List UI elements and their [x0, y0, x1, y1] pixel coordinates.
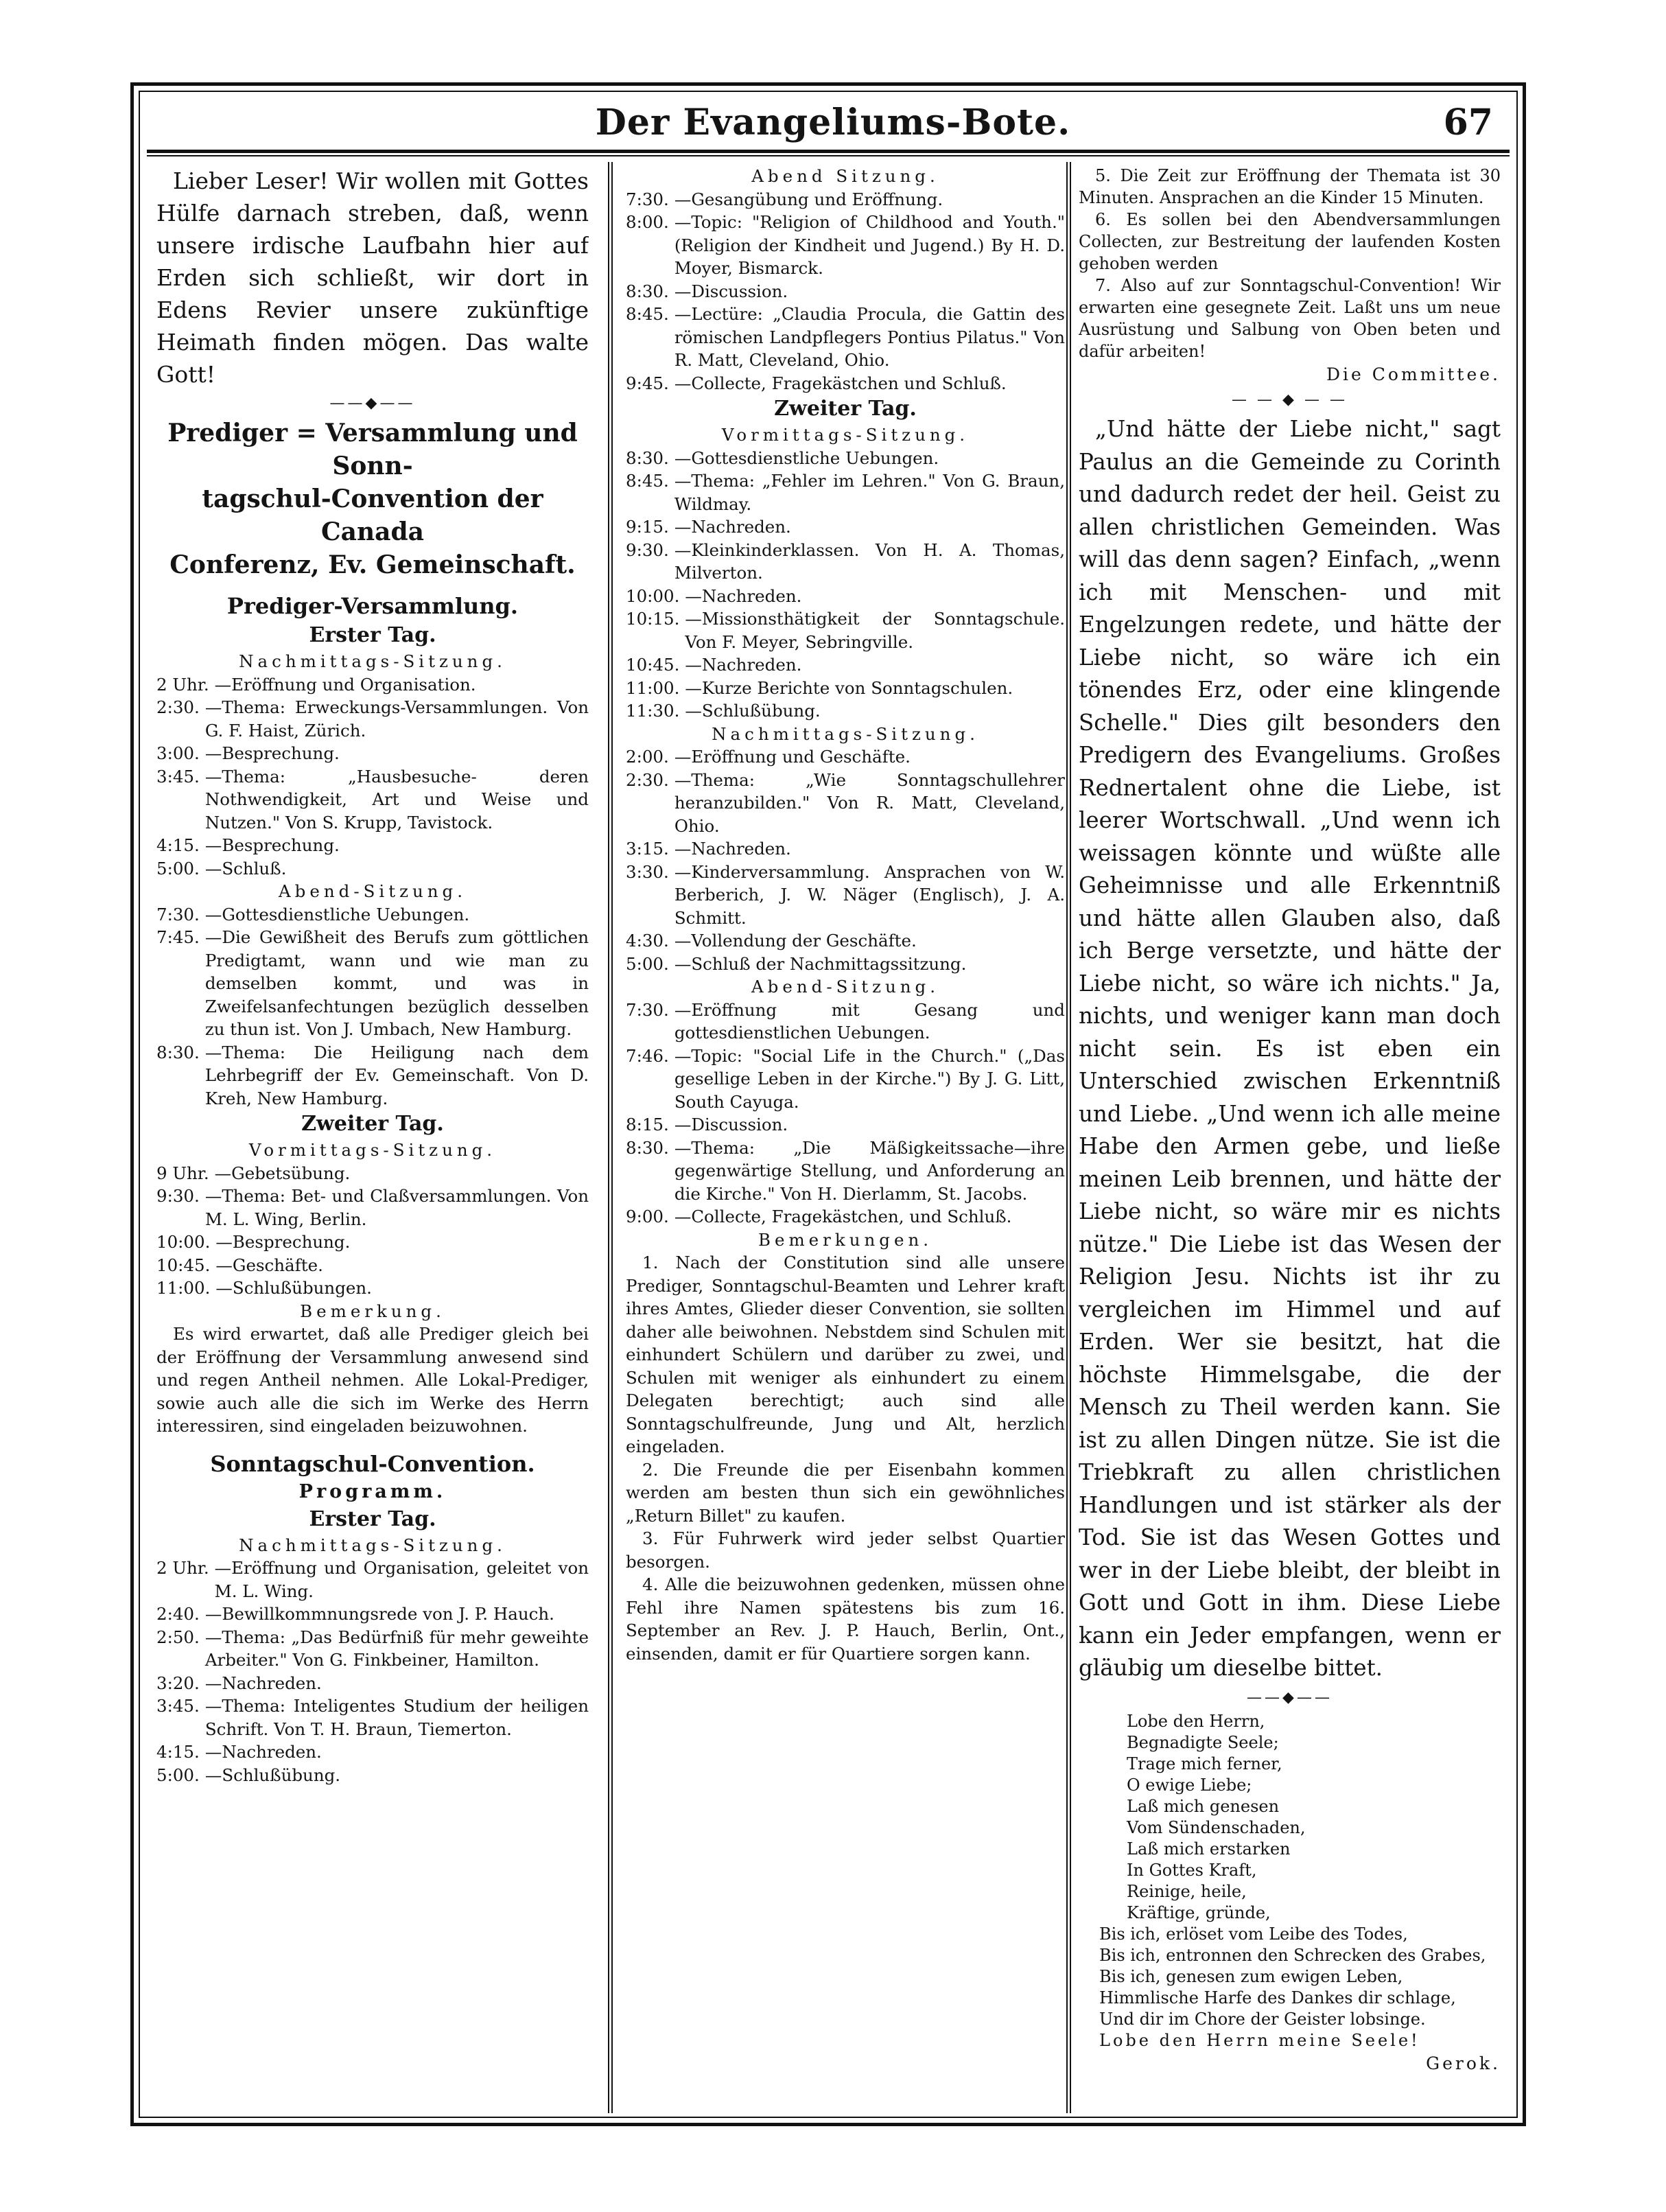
schedule-time: 10:00. [626, 585, 680, 606]
ornament-divider: — — ◆ — — [1232, 391, 1348, 408]
schedule-description: —Lectüre: „Claudia Procula, die Gattin des römischen Landpflegers Pontius Pilatus." Von R. Matt, Cleveland, Ohio. [674, 304, 1065, 370]
schedule-item [156, 1764, 589, 1787]
schedule-item [156, 1231, 589, 1254]
schedule-description: —Eröffnung und Organisation, geleitet von M. L. Wing. [214, 1558, 589, 1601]
schedule-item [156, 765, 589, 835]
schedule-time: 7:30. [626, 189, 669, 209]
page-number: 67 [1443, 102, 1493, 143]
schedule-time: 2 Uhr. [156, 1558, 209, 1578]
numbered-note: 6. Es sollen bei den Abendversammlungen Collecten, zur Bestreitung der laufenden Kosten gehoben werden [1079, 210, 1501, 273]
schedule-description: —Vollendung der Geschäfte. [674, 931, 917, 951]
schedule-item [626, 745, 1065, 769]
schedule-time: 2 Uhr. [156, 674, 209, 695]
poem-line: Kräftige, gründe, [1127, 1902, 1271, 1922]
schedule-time: 11:30. [626, 701, 680, 721]
schedule-description: —Nachreden. [674, 517, 791, 537]
schedule-item [156, 1741, 589, 1764]
schedule-description: —Thema: Inteligentes Studium der heiligen Schrift. Von T. H. Braun, Tiemerton. [204, 1696, 589, 1739]
schedule-time: 9:30. [626, 539, 669, 560]
schedule-item [626, 469, 1065, 515]
ornament-divider: ——◆—— [329, 395, 416, 412]
schedule-description: —Nachreden. [674, 839, 791, 859]
schedule-description: —Schluß. [204, 858, 287, 878]
schedule-time: 8:00. [626, 212, 669, 232]
schedule-item [156, 1277, 589, 1300]
schedule-item [626, 929, 1065, 953]
numbered-note: 1. Nach der Constitution sind alle unsere Prediger, Sonntagschul-Beamten und Lehrer kraft ihres Amtes, Glieder dieser Convention, sie sollten daher alle beiwohnen. Nebstdem sind Schulen mit einhundert Schülern und darüber zu zwei, und Schulen mit weniger als einhundert zu einem Delegaten berechtigt; auch sind alle Sonntagschulfreunde, Jung und Alt, herzlich eingeladen. [626, 1253, 1065, 1456]
schedule-item [156, 742, 589, 765]
numbered-note: 4. Alle die beizuwohnen gedenken, müssen ohne Fehl ihre Namen spätestens bis zum 16. September an Rev. J. P. Hauch, Berlin, Ont., einsenden, damit er für Quartiere sorgen kann. [626, 1574, 1065, 1664]
schedule-time: 8:15. [626, 1115, 669, 1134]
intro-paragraph: Lieber Leser! Wir wollen mit Gottes Hülfe darnach streben, daß, wenn unsere irdische Laufbahn hier auf Erden sich schließt, wir dort in Edens Revier unsere zukünftige Heimath finden mögen. Das walte Gott! [156, 167, 589, 388]
schedule-time: 2:30. [156, 697, 200, 717]
schedule-time: 2:50. [156, 1627, 200, 1647]
schedule-time: 3:45. [156, 766, 200, 787]
schedule-item [156, 1041, 589, 1110]
session-heading: Nachmittags-Sitzung. [712, 723, 979, 744]
schedule-list [156, 1557, 589, 1786]
schedule-description: —Topic: "Religion of Childhood and Youth." (Religion der Kindheit und Jugend.) By H. D. Moyer, Bismarck. [674, 212, 1065, 278]
schedule-time: 8:30. [626, 1137, 669, 1158]
schedule-description: —Eröffnung und Geschäfte. [674, 747, 911, 767]
schedule-description: —Gebetsübung. [214, 1163, 351, 1183]
schedule-time: 9:30. [156, 1186, 200, 1206]
schedule-description: —Besprechung. [204, 835, 340, 855]
article-title-line: Conferenz, Ev. Gemeinschaft. [169, 550, 576, 579]
schedule-item [626, 585, 1065, 608]
poem-line: O ewige Liebe; [1127, 1775, 1252, 1795]
schedule-item [156, 903, 589, 927]
session-heading: Vormittags-Sitzung. [721, 425, 970, 445]
poem-line: Lobe den Herrn meine Seele! [1099, 2030, 1420, 2050]
schedule-description: —Schlußübungen. [215, 1278, 372, 1298]
numbered-note: 3. Für Fuhrwerk wird jeder selbst Quartier besorgen. [626, 1528, 1065, 1572]
schedule-description: —Kleinkinderklassen. Von H. A. Thomas, Milverton. [674, 539, 1065, 583]
schedule-description: —Schlußübung. [204, 1765, 341, 1785]
session-heading: Nachmittags-Sitzung. [239, 651, 506, 671]
schedule-item [626, 1137, 1065, 1206]
schedule-description: —Nachreden. [685, 655, 802, 675]
schedule-time: 7:30. [626, 999, 669, 1020]
schedule-item [626, 769, 1065, 838]
schedule-item [626, 699, 1065, 723]
schedule-list [626, 447, 1065, 723]
schedule-description: —Nachreden. [204, 1673, 322, 1693]
schedule-description: —Eröffnung und Organisation. [214, 674, 476, 695]
schedule-description: —Geschäfte. [215, 1255, 323, 1275]
schedule-description: —Gottesdienstliche Uebungen. [674, 447, 939, 468]
schedule-time: 8:45. [626, 471, 669, 491]
schedule-description: —Thema: „Wie Sonntagschullehrer heranzubilden." Von R. Matt, Cleveland, Ohio. [674, 769, 1065, 836]
poem [1099, 1711, 1501, 2051]
poem-line: Trage mich ferner, [1127, 1754, 1282, 1773]
schedule-description: —Collecte, Fragekästchen und Schluß. [674, 373, 1007, 393]
schedule-item [156, 1695, 589, 1741]
poem-line: Bis ich, genesen zum ewigen Leben, [1099, 1966, 1403, 1986]
schedule-time: 11:00. [156, 1278, 211, 1298]
poem-line: Vom Sündenschaden, [1127, 1817, 1306, 1837]
column-3 [1079, 165, 1501, 2109]
schedule-time: 4:15. [156, 1742, 200, 1762]
column-divider [608, 162, 609, 2113]
schedule-time: 7:45. [156, 927, 200, 947]
schedule-description: —Nachreden. [685, 585, 802, 606]
schedule-time: 5:00. [156, 1765, 200, 1785]
schedule-item [626, 837, 1065, 861]
poem-line: Und dir im Chore der Geister lobsinge. [1099, 2009, 1426, 2029]
schedule-time: 8:30. [626, 281, 669, 301]
schedule-item [626, 515, 1065, 539]
notes-list [626, 1251, 1065, 1665]
schedule-item [626, 211, 1065, 280]
schedule-item [626, 1113, 1065, 1137]
schedule-time: 3:15. [626, 839, 669, 859]
poem-line: Reinige, heile, [1127, 1881, 1247, 1901]
schedule-list [626, 745, 1065, 975]
masthead-title: Der Evangeliums-Bote. [595, 102, 1071, 143]
session-heading: Vormittags-Sitzung. [248, 1140, 497, 1160]
schedule-description: —Collecte, Fragekästchen, und Schluß. [674, 1207, 1012, 1226]
schedule-item [626, 303, 1065, 372]
session-heading: Nachmittags-Sitzung. [239, 1535, 506, 1555]
essay-paragraph: „Und hätte der Liebe nicht," sagt Paulus an die Gemeinde zu Corinth und dadurch redet der heil. Geist zu allen christlichen Gemeinden. Was will das denn sagen? Einfach, „wenn ich mit Menschen- und mit Engelzungen redete, und hätte der Liebe nicht, so wäre ich ein tönendes Erz, oder eine klingende Schelle." Dies gilt besonders den Predigern des Evangeliums. Großes Rednertalent ohne die Liebe, ist leerer Wortschwall. „Und wenn ich weissagen könnte und wüßte alle Geheimnisse und alle Erkenntniß und hätte allen Glauben also, daß ich Berge versetzte, und hätte der Liebe nicht, so wäre ich nichts." Ja, nichts, und weniger kann man doch nicht sein. Es ist eben ein Unterschied zwischen Erkenntniß und Liebe. „Und wenn ich alle meine Habe den Armen gebe, und ließe meinen Leib brennen, und hätte der Liebe nicht, so wäre mir es nichts nütze." Die Liebe ist das Wesen der Religion Jesu. Nichts ist ihr zu vergleichen im Himmel und auf Erden. Wer sie besitzt, hat die höchste Himmelsgabe, die der Mensch zu Theil werden kann. Sie ist zu allen Dingen nütze. Sie ist die Triebkraft zu allen christlichen Handlungen und ist stärker als der Tod. Sie ist das Wesen Gottes und wer in der Liebe bleibt, der bleibt in Gott und Gott in ihm. Diese Liebe kann ein Jeder empfangen, wenn er gläubig um dieselbe bittet. [1079, 416, 1501, 1681]
schedule-description: —Missionsthätigkeit der Sonntagschule. Von F. Meyer, Sebringville. [685, 609, 1065, 652]
schedule-description: —Bewillkommnungsrede von J. P. Hauch. [204, 1604, 554, 1624]
schedule-item [626, 188, 1065, 211]
schedule-description: —Die Gewißheit des Berufs zum göttlichen Predigtamt, wann und wie man zu demselben kommt, und was in Zweifelsanfechtungen bezüglich desselben zu thun ist. Von J. Umbach, New Hamburg. [204, 927, 589, 1039]
numbered-note: 7. Also auf zur Sonntagschul-Convention! Wir erwarten eine gesegnete Zeit. Laßt uns um neue Ausrüstung und Salbung von Oben beten und dafür arbeiten! [1079, 276, 1501, 361]
schedule-time: 3:20. [156, 1673, 200, 1693]
schedule-list [626, 188, 1065, 395]
poem-line: In Gottes Kraft, [1127, 1860, 1257, 1880]
schedule-time: 10:45. [626, 655, 680, 675]
header-rule [147, 150, 1510, 153]
schedule-time: 2:40. [156, 1604, 200, 1624]
schedule-item [626, 607, 1065, 653]
column-2 [626, 165, 1065, 2109]
schedule-description: —Schluß der Nachmittagssitzung. [674, 953, 967, 974]
section-title: Sonntagschul-Convention. [210, 1450, 535, 1477]
schedule-time: 7:46. [626, 1045, 669, 1066]
schedule-description: —Besprechung. [215, 1232, 351, 1252]
schedule-time: 10:15. [626, 609, 680, 629]
session-heading: Abend Sitzung. [751, 166, 939, 186]
session-heading: Abend-Sitzung. [278, 881, 467, 901]
schedule-time: 2:00. [626, 747, 669, 767]
schedule-time: 9:45. [626, 373, 669, 393]
schedule-item [156, 857, 589, 881]
schedule-item [156, 1626, 589, 1672]
schedule-item [626, 677, 1065, 700]
schedule-item [626, 653, 1065, 677]
schedule-item [626, 280, 1065, 303]
schedule-time: 2:30. [626, 769, 669, 790]
schedule-time: 8:45. [626, 304, 669, 324]
schedule-time: 4:15. [156, 835, 200, 855]
schedule-description: —Thema: „Die Mäßigkeitssache—ihre gegenwärtige Stellung, und Anforderung an die Kirche." Von H. Dierlamm, St. Jacobs. [674, 1137, 1065, 1204]
schedule-item [626, 861, 1065, 930]
schedule-item [156, 1603, 589, 1626]
schedule-time: 11:00. [626, 677, 680, 698]
poem-line: Himmlische Harfe des Dankes dir schlage, [1099, 1988, 1456, 2007]
schedule-description: —Nachreden. [204, 1742, 322, 1762]
schedule-list [156, 1162, 589, 1300]
schedule-time: 9 Uhr. [156, 1163, 209, 1183]
schedule-item [156, 696, 589, 742]
column-1 [156, 165, 589, 2109]
schedule-description: —Discussion. [674, 281, 788, 301]
schedule-description: —Thema: „Fehler im Lehren." Von G. Braun, Wildmay. [674, 471, 1065, 514]
schedule-time: 4:30. [626, 931, 669, 951]
poem-line: Laß mich erstarken [1127, 1839, 1291, 1859]
schedule-item [626, 447, 1065, 470]
schedule-time: 3:45. [156, 1696, 200, 1716]
schedule-description: —Thema: Erweckungs-Versammlungen. Von G. F. Haist, Zürich. [204, 697, 589, 741]
schedule-item [626, 953, 1065, 976]
schedule-item [156, 1557, 589, 1603]
numbered-note: 5. Die Zeit zur Eröffnung der Themata ist 30 Minuten. Ansprachen an die Kinder 15 Minuten. [1079, 166, 1501, 207]
numbered-note: 2. Die Freunde die per Eisenbahn kommen werden am besten thun sich ein gewöhnliches „Return Billet" zu kaufen. [626, 1459, 1065, 1526]
schedule-description: —Kurze Berichte von Sonntagschulen. [685, 677, 1013, 698]
schedule-description: —Gesangübung und Eröffnung. [674, 189, 943, 209]
schedule-item [156, 673, 589, 697]
schedule-item [156, 1254, 589, 1277]
ornament-divider: ——◆—— [1247, 1688, 1333, 1706]
schedule-time: 10:00. [156, 1232, 211, 1252]
poem-line: Bis ich, erlöset vom Leibe des Todes, [1099, 1924, 1408, 1944]
schedule-description: —Topic: "Social Life in the Church." („Das gesellige Leben in der Kirche.") By J. G. Litt, South Cayuga. [674, 1045, 1065, 1112]
column-divider [1070, 162, 1071, 2113]
day-heading: Zweiter Tag. [774, 397, 917, 421]
column-divider [1066, 162, 1068, 2113]
program-heading: Programm. [298, 1480, 447, 1502]
schedule-item [156, 834, 589, 857]
schedule-description: —Gottesdienstliche Uebungen. [204, 904, 470, 924]
schedule-item [156, 1185, 589, 1231]
poem-line: Bis ich, entronnen den Schrecken des Grabes, [1099, 1945, 1486, 1965]
schedule-time: 8:30. [156, 1042, 200, 1062]
schedule-description: —Besprechung. [204, 743, 340, 763]
schedule-description: —Thema: „Hausbesuche- deren Nothwendigkeit, Art und Weise und Nutzen." Von S. Krupp, Tavistock. [204, 766, 589, 833]
schedule-list [156, 903, 589, 1110]
article-title-line: Prediger = Versammlung und Sonn- [167, 419, 578, 480]
notes-heading: Bemerkungen. [758, 1229, 933, 1250]
section-title: Prediger-Versammlung. [226, 593, 519, 619]
poem-line: Laß mich genesen [1127, 1796, 1280, 1816]
schedule-time: 7:30. [156, 904, 200, 924]
schedule-time: 10:45. [156, 1255, 211, 1275]
schedule-time: 9:15. [626, 517, 669, 537]
schedule-description: —Thema: Die Heiligung nach dem Lehrbegriff der Ev. Gemeinschaft. Von D. Kreh, New Hamburg. [204, 1042, 589, 1108]
schedule-time: 3:30. [626, 861, 669, 882]
schedule-description: —Discussion. [674, 1115, 788, 1134]
schedule-item [156, 1672, 589, 1695]
poem-line: Lobe den Herrn, [1127, 1711, 1265, 1731]
schedule-description: —Thema: „Das Bedürfniß für mehr geweihte Arbeiter." Von G. Finkbeiner, Hamilton. [204, 1627, 589, 1670]
schedule-item [626, 1045, 1065, 1114]
column-divider [611, 162, 613, 2113]
schedule-description: —Eröffnung mit Gesang und gottesdienstlichen Uebungen. [674, 999, 1065, 1043]
schedule-item [626, 372, 1065, 395]
day-heading: Erster Tag. [309, 623, 436, 647]
article-title-line: tagschul-Convention der Canada [202, 485, 543, 546]
committee-signature: Die Committee. [1326, 364, 1501, 384]
schedule-item [626, 1205, 1065, 1229]
schedule-time: 5:00. [156, 858, 200, 878]
schedule-time: 8:30. [626, 447, 669, 468]
header-rule-thin [147, 155, 1510, 156]
schedule-time: 9:00. [626, 1207, 669, 1226]
schedule-list [626, 999, 1065, 1229]
schedule-description: —Schlußübung. [685, 701, 821, 721]
poem-line: Begnadigte Seele; [1127, 1732, 1279, 1752]
notes-list [1079, 165, 1501, 362]
schedule-time: 5:00. [626, 953, 669, 974]
schedule-description: —Kinderversammlung. Ansprachen von W. Berberich, J. W. Näger (Englisch), J. A. Schmitt. [674, 861, 1065, 928]
poem-author: Gerok. [1426, 2053, 1501, 2073]
schedule-item [156, 1162, 589, 1185]
day-heading: Zweiter Tag. [301, 1112, 444, 1136]
schedule-item [626, 999, 1065, 1045]
session-heading: Abend-Sitzung. [751, 977, 940, 997]
schedule-list [156, 673, 589, 881]
day-heading: Erster Tag. [309, 1506, 436, 1531]
schedule-description: —Thema: Bet- und Claßversammlungen. Von M. L. Wing, Berlin. [204, 1186, 589, 1229]
notes-paragraph: Es wird erwartet, daß alle Prediger gleich bei der Eröffnung der Versammlung anwesend sind und regen Antheil nehmen. Alle Lokal-Prediger, sowie auch alle die sich im Werke des Herrn interessiren, sind eingeladen beizuwohnen. [156, 1324, 589, 1436]
notes-heading: Bemerkung. [300, 1301, 445, 1321]
schedule-time: 3:00. [156, 743, 200, 763]
schedule-item [156, 926, 589, 1041]
schedule-item [626, 539, 1065, 585]
